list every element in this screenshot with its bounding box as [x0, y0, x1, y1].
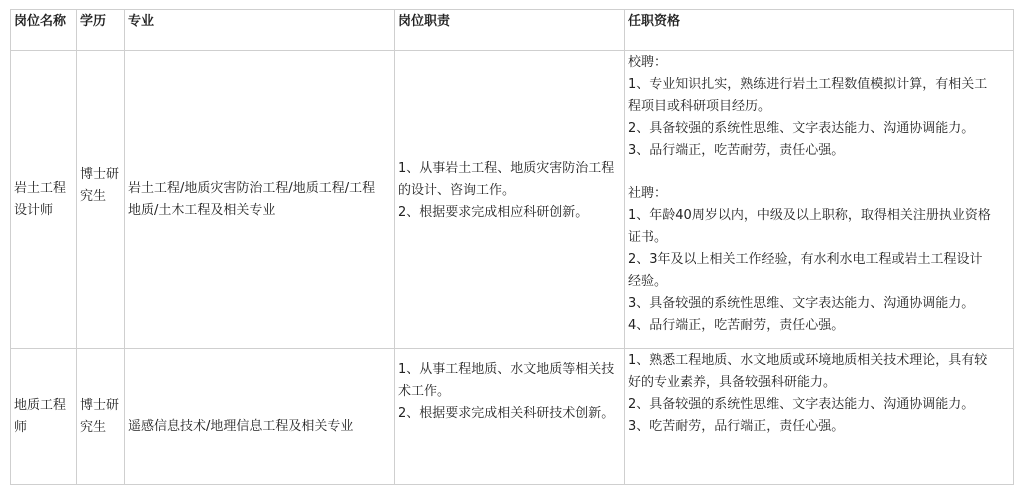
- table-row: [11, 349, 1014, 485]
- major-cell: 岩土工程/地质灾害防治工程/地质工程/工程 地质/土木工程及相关专业: [125, 51, 395, 349]
- qualifications-cell: 1、熟悉工程地质、水文地质或环境地质相关技术理论，具有较 好的专业素养，具备较强科研能力。 2、具备较强的系统性思维、文字表达能力、沟通协调能力。 3、吃苦耐劳，品行端正，责任心强。: [625, 349, 1014, 485]
- table-row: [11, 51, 1014, 349]
- header-education: 学历: [77, 10, 125, 51]
- major-cell: 遥感信息技术/地理信息工程及相关专业: [125, 349, 395, 485]
- header-qualifications: 任职资格: [625, 10, 1014, 51]
- position-cell: 岩土工程 设计师: [11, 51, 77, 349]
- header-position: 岗位名称: [11, 10, 77, 51]
- table-header-row: [11, 10, 1014, 51]
- header-duties: 岗位职责: [395, 10, 625, 51]
- position-cell: 地质工程 师: [11, 349, 77, 485]
- recruitment-table: [10, 9, 1014, 485]
- qualifications-cell: 校聘： 1、专业知识扎实，熟练进行岩土工程数值模拟计算，有相关工 程项目或科研项目经历。 2、具备较强的系统性思维、文字表达能力、沟通协调能力。 3、品行端正，吃苦耐劳，责任心强。 社聘： 1、年龄40周岁以内，中级及以上职称，取得相关注册执业资格 证书。 2、3年及以上相关工作经验，有水利水电工程或岩土工程设计 经验。 3、具备较强的系统性思维、文字表达能力、沟通协调能力。 4、品行端正，吃苦耐劳，责任心强。: [625, 51, 1014, 349]
- education-cell: 博士研 究生: [77, 349, 125, 485]
- education-cell: 博士研 究生: [77, 51, 125, 349]
- duties-cell: 1、从事工程地质、水文地质等相关技 术工作。 2、根据要求完成相关科研技术创新。: [395, 349, 625, 485]
- social-recruitment-label: 社聘：: [628, 186, 668, 201]
- header-major: 专业: [125, 10, 395, 51]
- campus-recruitment-label: 校聘：: [628, 55, 668, 70]
- duties-cell: 1、从事岩土工程、地质灾害防治工程 的设计、咨询工作。 2、根据要求完成相应科研创新。: [395, 51, 625, 349]
